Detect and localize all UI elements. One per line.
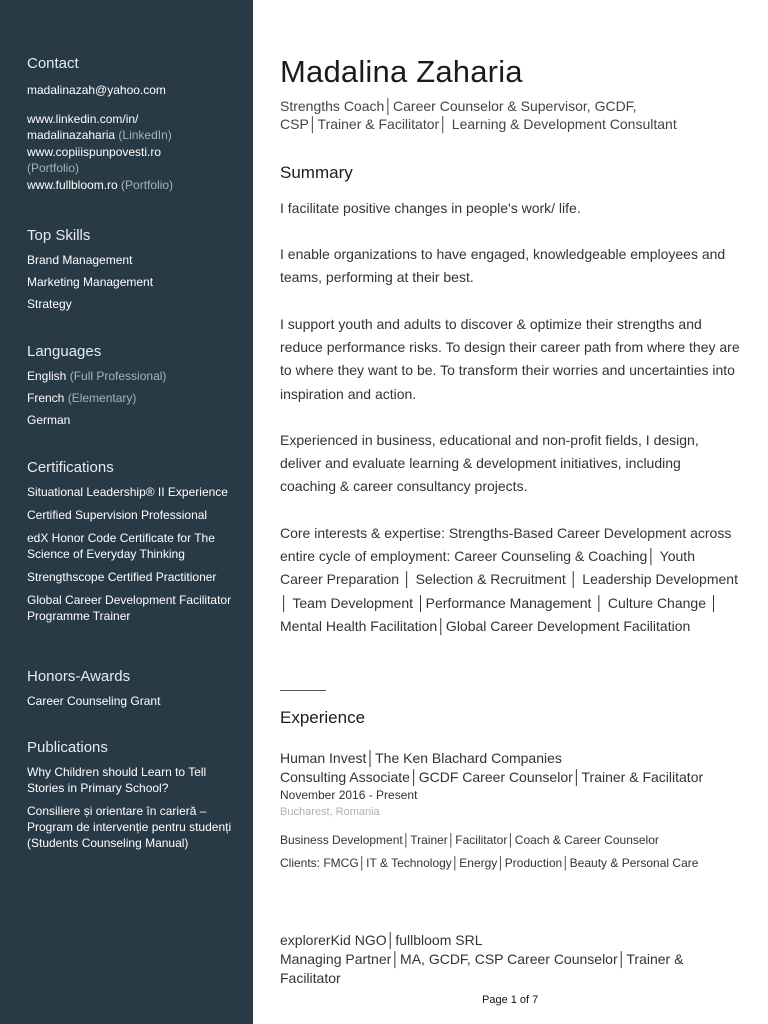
portfolio2-tag: (Portfolio) <box>121 177 174 192</box>
experience-heading: Experience <box>280 708 366 727</box>
contact-heading: Contact <box>27 55 79 72</box>
job-company: Human Invest│The Ken Blachard Companies <box>280 750 562 766</box>
languages-section <box>27 343 235 434</box>
contact-section <box>27 55 235 193</box>
job-role: Consulting Associate│GCDF Career Counselor│Trainer & Facilitator <box>280 769 704 785</box>
linkedin-url-line1: www.linkedin.com/in/ <box>27 111 139 126</box>
person-name: Madalina Zaharia <box>280 54 523 89</box>
language-item: French (Elementary) <box>27 391 137 405</box>
portfolio1-tag: (Portfolio) <box>27 161 80 175</box>
certification-item: Strengthscope Certified Practitioner <box>27 570 217 584</box>
publication-item: Why Children should Learn to Tell Stories in Primary School? <box>27 765 207 795</box>
section-divider <box>280 690 326 691</box>
linkedin-tag: (LinkedIn) <box>118 128 172 142</box>
certifications-heading: Certifications <box>27 459 114 476</box>
skill-item: Strategy <box>27 297 72 311</box>
job-company: explorerKid NGO│fullbloom SRL <box>280 932 483 948</box>
sidebar <box>0 0 253 1024</box>
linkedin-link[interactable] <box>27 111 235 144</box>
language-item: German <box>27 413 71 427</box>
experience-entry <box>280 931 740 988</box>
experience-entry <box>280 749 740 875</box>
certification-item: Global Career Development Facilitator Programme Trainer <box>27 593 232 623</box>
certification-item: Situational Leadership® II Experience <box>27 485 228 499</box>
summary-paragraph: Experienced in business, educational and non-profit fields, I design, deliver and evaluate learning & development initiatives, including coaching & career consultancy projects. <box>280 432 699 495</box>
job-role: Managing Partner│MA, GCDF, CSP Career Counselor│Trainer & Facilitator <box>280 951 684 986</box>
honor-item: Career Counseling Grant <box>27 694 161 708</box>
portfolio-link-2[interactable]: www.fullbloom.ro (Portfolio) <box>27 177 174 192</box>
publications-heading: Publications <box>27 739 108 756</box>
headline: Strengths Coach│Career Counselor & Supervisor, GCDF, CSP│Trainer & Facilitator│ Learning & Development Consultant <box>280 98 677 132</box>
job-description: Business Development│Trainer│Facilitator│Coach & Career Counselor Clients: FMCG│IT & Technology│Energy│Production│Beauty & Personal Care <box>280 833 699 870</box>
languages-heading: Languages <box>27 343 102 360</box>
skill-item: Brand Management <box>27 253 133 267</box>
honors-section <box>27 668 235 715</box>
honors-heading: Honors-Awards <box>27 668 131 685</box>
job-date: November 2016 - Present <box>280 788 418 802</box>
top-skills-section <box>27 227 235 318</box>
email-link[interactable]: madalinazah@yahoo.com <box>27 83 166 97</box>
top-skills-heading: Top Skills <box>27 227 91 244</box>
certifications-section <box>27 459 235 631</box>
summary-paragraph: I facilitate positive changes in people's work/ life. <box>280 200 581 216</box>
publications-section <box>27 739 235 858</box>
page-number: Page 1 of 7 <box>482 994 539 1006</box>
certification-item: edX Honor Code Certificate for The Science of Everyday Thinking <box>27 531 215 561</box>
summary-paragraph: I enable organizations to have engaged, knowledgeable employees and teams, performing at their best. <box>280 246 726 286</box>
portfolio-link-1[interactable]: www.copiiispunpovesti.ro (Portfolio) <box>27 144 235 177</box>
language-item: English (Full Professional) <box>27 369 167 383</box>
summary-paragraph: Core interests & expertise: Strengths-Based Career Development across entire cycle of employment: Career Counseling & Coaching│ Youth Career Preparation │ Selection & Recruitment │ Leadership Development │ Team Development │Performance Management │ Culture Change │ Mental Health Facilitation│Global Career Development Facilitation <box>280 525 738 634</box>
summary-heading: Summary <box>280 163 353 182</box>
publication-item: Consiliere și orientare în carieră – Program de intervenție pentru studenți (Students Counseling Manual) <box>27 804 232 850</box>
summary-paragraph: I support youth and adults to discover & optimize their strengths and reduce performance risks. To design their career path from where they are to where they want to be. To transform their worries and uncertainties into inspiration and action. <box>280 316 740 402</box>
job-location: Bucharest, Romania <box>280 806 380 818</box>
skill-item: Marketing Management <box>27 275 154 289</box>
linkedin-url-line2: madalinazaharia (LinkedIn) <box>27 128 172 142</box>
certification-item: Certified Supervision Professional <box>27 508 208 522</box>
